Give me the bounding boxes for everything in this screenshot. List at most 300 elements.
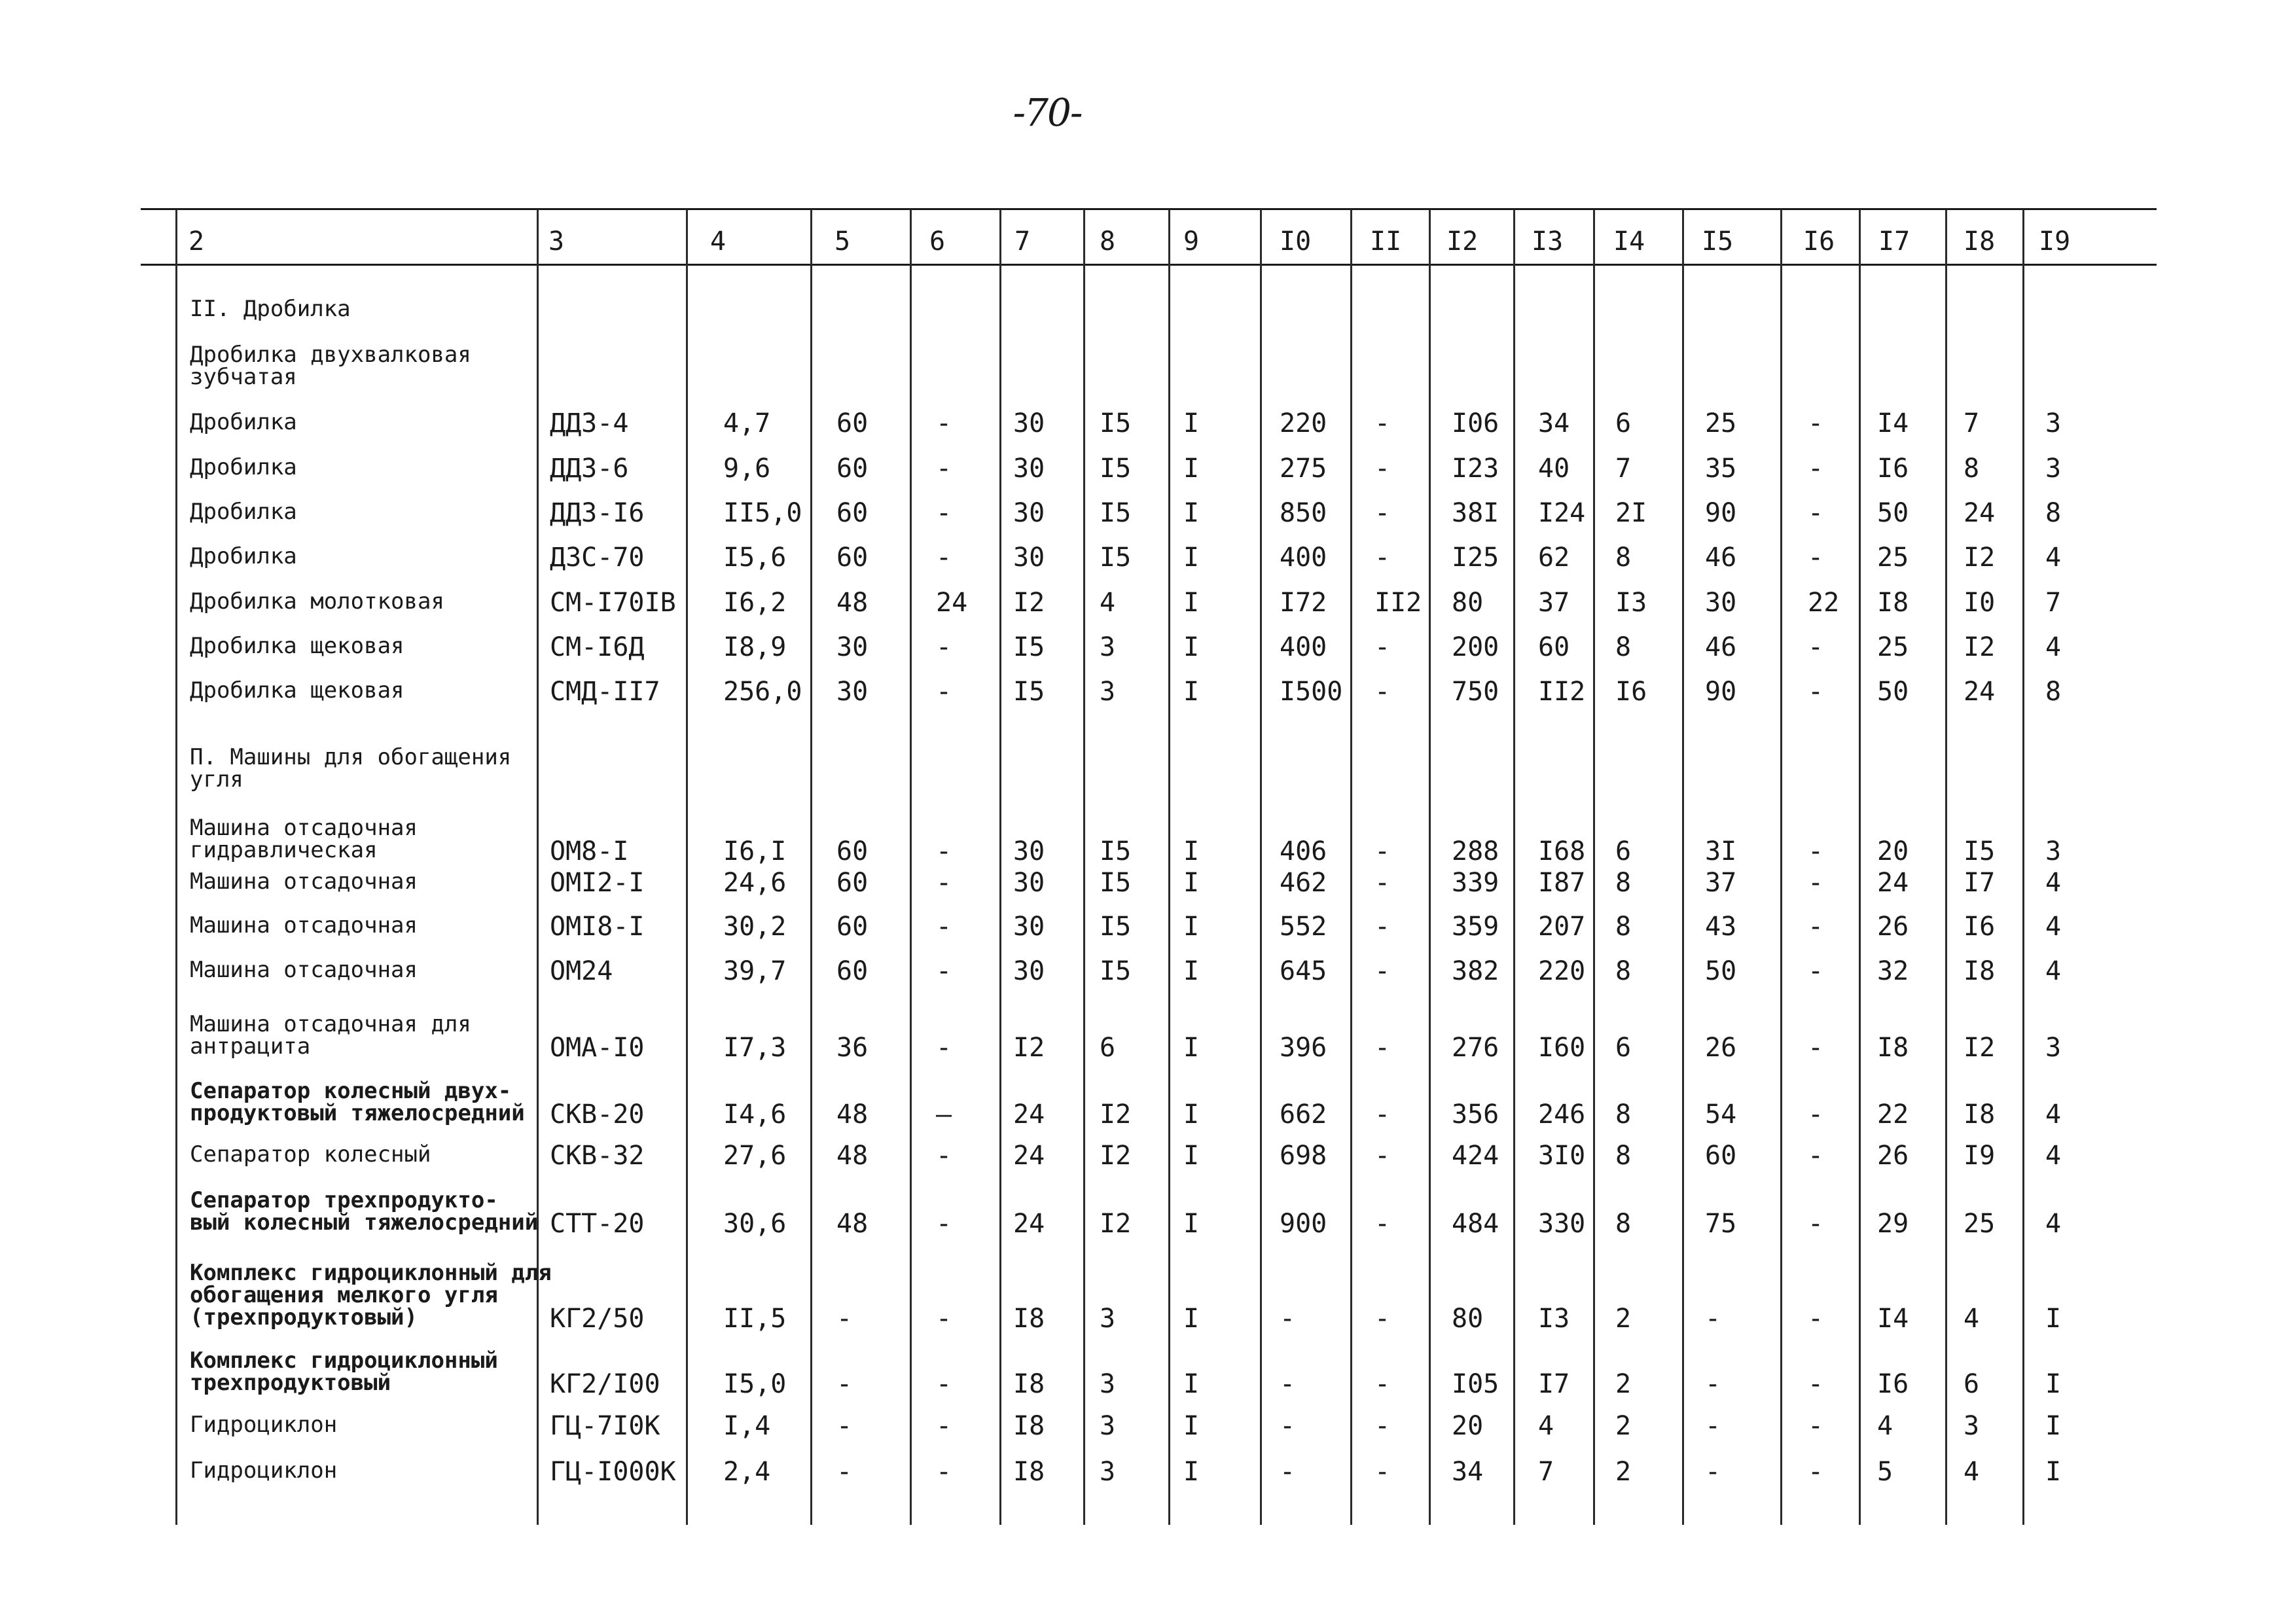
value-cell: 60 — [836, 543, 869, 573]
row-name: обогащения мелкого угля — [190, 1282, 498, 1308]
value-cell: - — [1280, 1457, 1296, 1487]
column-header: I8 — [1964, 226, 1996, 257]
value-cell: I5 — [1100, 498, 1132, 528]
value-cell: II5,0 — [723, 498, 802, 528]
value-cell: 2 — [1615, 1304, 1632, 1334]
value-cell: - — [936, 498, 952, 528]
value-cell: I — [1183, 498, 1200, 528]
row-name: (трехпродуктовый) — [190, 1304, 418, 1330]
value-cell: I — [1183, 408, 1200, 438]
value-cell: 48 — [836, 1209, 869, 1239]
value-cell: 8 — [1615, 543, 1632, 573]
column-divider — [1593, 209, 1595, 1525]
value-cell: - — [1374, 912, 1391, 942]
value-cell: 7 — [1964, 408, 1980, 438]
column-header: I7 — [1878, 226, 1910, 257]
column-divider — [1682, 209, 1684, 1525]
value-cell: I — [1183, 1457, 1200, 1487]
value-cell: - — [936, 1457, 952, 1487]
value-cell: - — [1808, 1099, 1824, 1130]
type-cell: СМД-II7 — [550, 677, 660, 707]
value-cell: 8 — [2045, 677, 2062, 707]
row-name: гидравлическая — [190, 837, 378, 863]
value-cell: 32 — [1877, 956, 1909, 986]
value-cell: 24 — [1964, 677, 1996, 707]
value-cell: 48 — [836, 588, 869, 618]
row-name: Машина отсадочная — [190, 912, 418, 938]
type-cell: ГЦ-7I0К — [550, 1411, 660, 1441]
row-name: Дробилка щековая — [190, 677, 404, 704]
value-cell: I6 — [1877, 1369, 1909, 1399]
value-cell: - — [1808, 1141, 1824, 1171]
value-cell: - — [1808, 632, 1824, 662]
row-name: антрацита — [190, 1033, 311, 1060]
value-cell: 30,2 — [723, 912, 787, 942]
value-cell: 24 — [1964, 498, 1996, 528]
value-cell: 8 — [1615, 912, 1632, 942]
column-header: 7 — [1014, 226, 1031, 257]
column-divider — [1350, 209, 1352, 1525]
value-cell: 25 — [1877, 632, 1909, 662]
value-cell: 3 — [1100, 1369, 1116, 1399]
value-cell: 39,7 — [723, 956, 787, 986]
value-cell: 4,7 — [723, 408, 771, 438]
value-cell: 8 — [1615, 632, 1632, 662]
value-cell: 6 — [1615, 1033, 1632, 1063]
type-cell: СМ-I70IВ — [550, 588, 676, 618]
type-cell: ОМА-I0 — [550, 1033, 645, 1063]
value-cell: - — [936, 632, 952, 662]
value-cell: 3 — [1100, 1304, 1116, 1334]
column-divider — [810, 209, 812, 1525]
value-cell: 850 — [1280, 498, 1327, 528]
value-cell: 3 — [1100, 1411, 1116, 1441]
type-cell: ГЦ-I000К — [550, 1457, 676, 1487]
value-cell: I — [1183, 454, 1200, 484]
value-cell: 60 — [1538, 632, 1570, 662]
row-name: Сепаратор колесный двух- — [190, 1078, 512, 1104]
value-cell: - — [1808, 498, 1824, 528]
row-name: Гидроциклон — [190, 1412, 338, 1438]
value-cell: - — [1280, 1369, 1296, 1399]
value-cell: - — [1374, 1369, 1391, 1399]
value-cell: 38I — [1452, 498, 1499, 528]
value-cell: 60 — [1705, 1141, 1737, 1171]
value-cell: I8 — [1964, 956, 1996, 986]
value-cell: 4 — [2045, 1209, 2062, 1239]
row-name: Сепаратор колесный — [190, 1141, 431, 1168]
value-cell: 36 — [836, 1033, 869, 1063]
value-cell: I23 — [1452, 454, 1499, 484]
row-name: трехпродуктовый — [190, 1370, 391, 1396]
row-name: Дробилка — [190, 543, 297, 569]
value-cell: 25 — [1877, 543, 1909, 573]
value-cell: 30 — [1013, 498, 1045, 528]
value-cell: 406 — [1280, 836, 1327, 866]
value-cell: I — [1183, 677, 1200, 707]
value-cell: 4 — [2045, 912, 2062, 942]
value-cell: - — [936, 1369, 952, 1399]
value-cell: - — [1808, 1411, 1824, 1441]
value-cell: I6,I — [723, 836, 787, 866]
value-cell: I5 — [1100, 543, 1132, 573]
value-cell: - — [1374, 1457, 1391, 1487]
type-cell: ОМ24 — [550, 956, 613, 986]
value-cell: - — [1808, 1457, 1824, 1487]
value-cell: 24,6 — [723, 868, 787, 898]
value-cell: 30 — [1013, 836, 1045, 866]
value-cell: 60 — [836, 454, 869, 484]
value-cell: 35 — [1705, 454, 1737, 484]
value-cell: 43 — [1705, 912, 1737, 942]
value-cell: 26 — [1877, 1141, 1909, 1171]
value-cell: 30 — [1013, 912, 1045, 942]
type-cell: СКВ-32 — [550, 1141, 645, 1171]
value-cell: 50 — [1877, 677, 1909, 707]
value-cell: 90 — [1705, 677, 1737, 707]
column-divider — [537, 209, 539, 1525]
value-cell: 60 — [836, 912, 869, 942]
value-cell: 2 — [1615, 1411, 1632, 1441]
column-divider — [1260, 209, 1262, 1525]
type-cell: ДЗС-70 — [550, 543, 645, 573]
value-cell: 3 — [2045, 836, 2062, 866]
value-cell: 30 — [1013, 956, 1045, 986]
value-cell: - — [1705, 1304, 1721, 1334]
value-cell: 3I — [1705, 836, 1737, 866]
value-cell: 4 — [2045, 956, 2062, 986]
value-cell: 330 — [1538, 1209, 1586, 1239]
value-cell: 27,6 — [723, 1141, 787, 1171]
value-cell: I2 — [1100, 1099, 1132, 1130]
type-cell: СТТ-20 — [550, 1209, 645, 1239]
value-cell: 60 — [836, 956, 869, 986]
value-cell: 30 — [1013, 454, 1045, 484]
value-cell: - — [1808, 677, 1824, 707]
value-cell: 46 — [1705, 632, 1737, 662]
value-cell: I5 — [1100, 836, 1132, 866]
type-cell: ОМ8-I — [550, 836, 629, 866]
value-cell: 400 — [1280, 632, 1327, 662]
value-cell: 34 — [1538, 408, 1570, 438]
value-cell: - — [1808, 836, 1824, 866]
value-cell: — — [936, 1099, 952, 1130]
value-cell: 48 — [836, 1141, 869, 1171]
value-cell: 20 — [1452, 1411, 1484, 1441]
column-divider — [2022, 209, 2024, 1525]
value-cell: 60 — [836, 836, 869, 866]
value-cell: - — [1808, 956, 1824, 986]
row-name: Машина отсадочная для — [190, 1011, 471, 1037]
section-title: зубчатая — [190, 364, 297, 390]
value-cell: I,4 — [723, 1411, 771, 1441]
value-cell: I7 — [1538, 1369, 1570, 1399]
value-cell: - — [936, 956, 952, 986]
value-cell: 3 — [1964, 1411, 1980, 1441]
column-divider — [1429, 209, 1431, 1525]
value-cell: - — [1374, 836, 1391, 866]
value-cell: 8 — [1964, 454, 1980, 484]
value-cell: 80 — [1452, 588, 1484, 618]
column-divider — [1945, 209, 1947, 1525]
value-cell: I5 — [1100, 454, 1132, 484]
value-cell: 359 — [1452, 912, 1499, 942]
column-divider — [1780, 209, 1782, 1525]
value-cell: 2,4 — [723, 1457, 771, 1487]
header-top-rule — [141, 208, 2157, 210]
value-cell: 220 — [1538, 956, 1586, 986]
value-cell: - — [936, 1304, 952, 1334]
value-cell: - — [1808, 454, 1824, 484]
value-cell: - — [1808, 912, 1824, 942]
value-cell: 275 — [1280, 454, 1327, 484]
type-cell: ДДЗ-4 — [550, 408, 629, 438]
header-bottom-rule — [141, 264, 2157, 266]
column-header: 8 — [1100, 226, 1116, 257]
value-cell: 662 — [1280, 1099, 1327, 1130]
value-cell: I5 — [1964, 836, 1996, 866]
value-cell: 382 — [1452, 956, 1499, 986]
value-cell: - — [836, 1411, 853, 1441]
value-cell: 3 — [2045, 1033, 2062, 1063]
value-cell: I2 — [1964, 1033, 1996, 1063]
value-cell: I6,2 — [723, 588, 787, 618]
value-cell: 645 — [1280, 956, 1327, 986]
value-cell: - — [1808, 868, 1824, 898]
value-cell: - — [1808, 1304, 1824, 1334]
value-cell: - — [936, 868, 952, 898]
value-cell: 220 — [1280, 408, 1327, 438]
value-cell: 6 — [1964, 1369, 1980, 1399]
value-cell: 9,6 — [723, 454, 771, 484]
value-cell: 8 — [1615, 868, 1632, 898]
value-cell: - — [1374, 956, 1391, 986]
value-cell: 4 — [1100, 588, 1116, 618]
value-cell: 62 — [1538, 543, 1570, 573]
row-name: Дробилка — [190, 409, 297, 435]
value-cell: 2I — [1615, 498, 1647, 528]
section-title: П. Машины для обогащения — [190, 744, 512, 770]
value-cell: 424 — [1452, 1141, 1499, 1171]
value-cell: I4,6 — [723, 1099, 787, 1130]
value-cell: 46 — [1705, 543, 1737, 573]
value-cell: 3 — [2045, 408, 2062, 438]
value-cell: 30 — [1013, 868, 1045, 898]
value-cell: - — [1374, 1033, 1391, 1063]
column-divider — [1859, 209, 1861, 1525]
row-name: Машина отсадочная — [190, 868, 418, 895]
row-name: Дробилка молотковая — [190, 588, 444, 615]
value-cell: 26 — [1705, 1033, 1737, 1063]
value-cell: 4 — [2045, 632, 2062, 662]
value-cell: 34 — [1452, 1457, 1484, 1487]
value-cell: I8 — [1877, 1033, 1909, 1063]
value-cell: I6 — [1964, 912, 1996, 942]
row-name: Сепаратор трехпродукто- — [190, 1187, 498, 1213]
value-cell: I — [2045, 1411, 2062, 1441]
value-cell: II2 — [1538, 677, 1586, 707]
value-cell: - — [1374, 677, 1391, 707]
value-cell: - — [1374, 1304, 1391, 1334]
value-cell: - — [1374, 868, 1391, 898]
value-cell: 256,0 — [723, 677, 802, 707]
column-divider — [910, 209, 912, 1525]
type-cell: КГ2/50 — [550, 1304, 645, 1334]
value-cell: - — [936, 677, 952, 707]
column-divider — [1513, 209, 1515, 1525]
value-cell: I06 — [1452, 408, 1499, 438]
value-cell: 484 — [1452, 1209, 1499, 1239]
column-header: II — [1370, 226, 1402, 257]
value-cell: 60 — [836, 408, 869, 438]
value-cell: I8 — [1013, 1304, 1045, 1334]
value-cell: I8 — [1964, 1099, 1996, 1130]
value-cell: 8 — [1615, 1099, 1632, 1130]
column-divider — [686, 209, 688, 1525]
column-divider — [175, 209, 177, 1525]
value-cell: I2 — [1013, 1033, 1045, 1063]
value-cell: - — [936, 836, 952, 866]
value-cell: I — [1183, 868, 1200, 898]
value-cell: I8 — [1013, 1457, 1045, 1487]
row-name: Машина отсадочная — [190, 957, 418, 983]
value-cell: - — [1808, 408, 1824, 438]
value-cell: - — [1808, 543, 1824, 573]
value-cell: II2 — [1374, 588, 1422, 618]
value-cell: 50 — [1705, 956, 1737, 986]
value-cell: 4 — [2045, 1141, 2062, 1171]
type-cell: ОМI8-I — [550, 912, 645, 942]
value-cell: 3I0 — [1538, 1141, 1586, 1171]
value-cell: 25 — [1705, 408, 1737, 438]
column-header: I2 — [1446, 226, 1479, 257]
value-cell: - — [936, 1141, 952, 1171]
value-cell: 4 — [1877, 1411, 1893, 1441]
value-cell: I87 — [1538, 868, 1586, 898]
value-cell: 75 — [1705, 1209, 1737, 1239]
value-cell: I24 — [1538, 498, 1586, 528]
value-cell: - — [1280, 1411, 1296, 1441]
value-cell: I — [1183, 543, 1200, 573]
value-cell: I — [1183, 1411, 1200, 1441]
column-header: I3 — [1532, 226, 1564, 257]
value-cell: 8 — [1615, 1209, 1632, 1239]
value-cell: 4 — [2045, 1099, 2062, 1130]
value-cell: 4 — [1964, 1457, 1980, 1487]
value-cell: 24 — [1877, 868, 1909, 898]
row-name: вый колесный тяжелосредний — [190, 1209, 539, 1236]
value-cell: 207 — [1538, 912, 1586, 942]
value-cell: 24 — [1013, 1141, 1045, 1171]
value-cell: 24 — [1013, 1209, 1045, 1239]
value-cell: I72 — [1280, 588, 1327, 618]
value-cell: I — [1183, 1209, 1200, 1239]
row-name: Гидроциклон — [190, 1457, 338, 1484]
section-title: угля — [190, 766, 243, 793]
value-cell: 37 — [1705, 868, 1737, 898]
value-cell: I — [1183, 836, 1200, 866]
value-cell: 246 — [1538, 1099, 1586, 1130]
value-cell: I8 — [1013, 1369, 1045, 1399]
value-cell: - — [836, 1304, 853, 1334]
value-cell: I7,3 — [723, 1033, 787, 1063]
value-cell: I2 — [1964, 543, 1996, 573]
value-cell: 30 — [836, 677, 869, 707]
value-cell: I2 — [1100, 1209, 1132, 1239]
page-number: -70- — [1013, 90, 1082, 135]
value-cell: 80 — [1452, 1304, 1484, 1334]
value-cell: 7 — [2045, 588, 2062, 618]
value-cell: 396 — [1280, 1033, 1327, 1063]
column-header: I5 — [1702, 226, 1734, 257]
value-cell: 7 — [1615, 454, 1632, 484]
value-cell: I — [1183, 1369, 1200, 1399]
value-cell: 4 — [2045, 543, 2062, 573]
value-cell: I05 — [1452, 1369, 1499, 1399]
value-cell: 6 — [1615, 836, 1632, 866]
value-cell: 4 — [2045, 868, 2062, 898]
value-cell: 30 — [1013, 543, 1045, 573]
value-cell: 339 — [1452, 868, 1499, 898]
value-cell: - — [836, 1369, 853, 1399]
value-cell: - — [1705, 1369, 1721, 1399]
value-cell: - — [1705, 1457, 1721, 1487]
value-cell: I6 — [1877, 454, 1909, 484]
value-cell: 60 — [836, 868, 869, 898]
value-cell: I60 — [1538, 1033, 1586, 1063]
value-cell: 750 — [1452, 677, 1499, 707]
value-cell: 25 — [1964, 1209, 1996, 1239]
value-cell: I5 — [1013, 632, 1045, 662]
value-cell: I2 — [1964, 632, 1996, 662]
value-cell: 400 — [1280, 543, 1327, 573]
value-cell: I — [1183, 1141, 1200, 1171]
value-cell: 5 — [1877, 1457, 1893, 1487]
value-cell: 24 — [1013, 1099, 1045, 1130]
value-cell: - — [936, 543, 952, 573]
value-cell: I5 — [1100, 868, 1132, 898]
column-header: I6 — [1803, 226, 1835, 257]
value-cell: - — [1808, 1209, 1824, 1239]
row-name: Дробилка — [190, 454, 297, 480]
section-title: Дробилка двухвалковая — [190, 342, 471, 368]
value-cell: 48 — [836, 1099, 869, 1130]
value-cell: 8 — [1615, 1141, 1632, 1171]
row-name: Дробилка — [190, 499, 297, 525]
value-cell: I5,6 — [723, 543, 787, 573]
value-cell: - — [1808, 1033, 1824, 1063]
value-cell: 8 — [2045, 498, 2062, 528]
value-cell: 30 — [1013, 408, 1045, 438]
value-cell: 4 — [1964, 1304, 1980, 1334]
type-cell: ДДЗ-I6 — [550, 498, 645, 528]
column-header: 4 — [710, 226, 726, 257]
value-cell: - — [1374, 1209, 1391, 1239]
value-cell: - — [936, 408, 952, 438]
value-cell: I7 — [1964, 868, 1996, 898]
column-header: I0 — [1280, 226, 1312, 257]
value-cell: 276 — [1452, 1033, 1499, 1063]
value-cell: I3 — [1615, 588, 1647, 618]
value-cell: I — [1183, 588, 1200, 618]
value-cell: - — [836, 1457, 853, 1487]
value-cell: 3 — [1100, 632, 1116, 662]
type-cell: ДДЗ-6 — [550, 454, 629, 484]
value-cell: - — [1374, 454, 1391, 484]
value-cell: 37 — [1538, 588, 1570, 618]
value-cell: 200 — [1452, 632, 1499, 662]
row-name: Комплекс гидроциклонный для — [190, 1260, 552, 1286]
